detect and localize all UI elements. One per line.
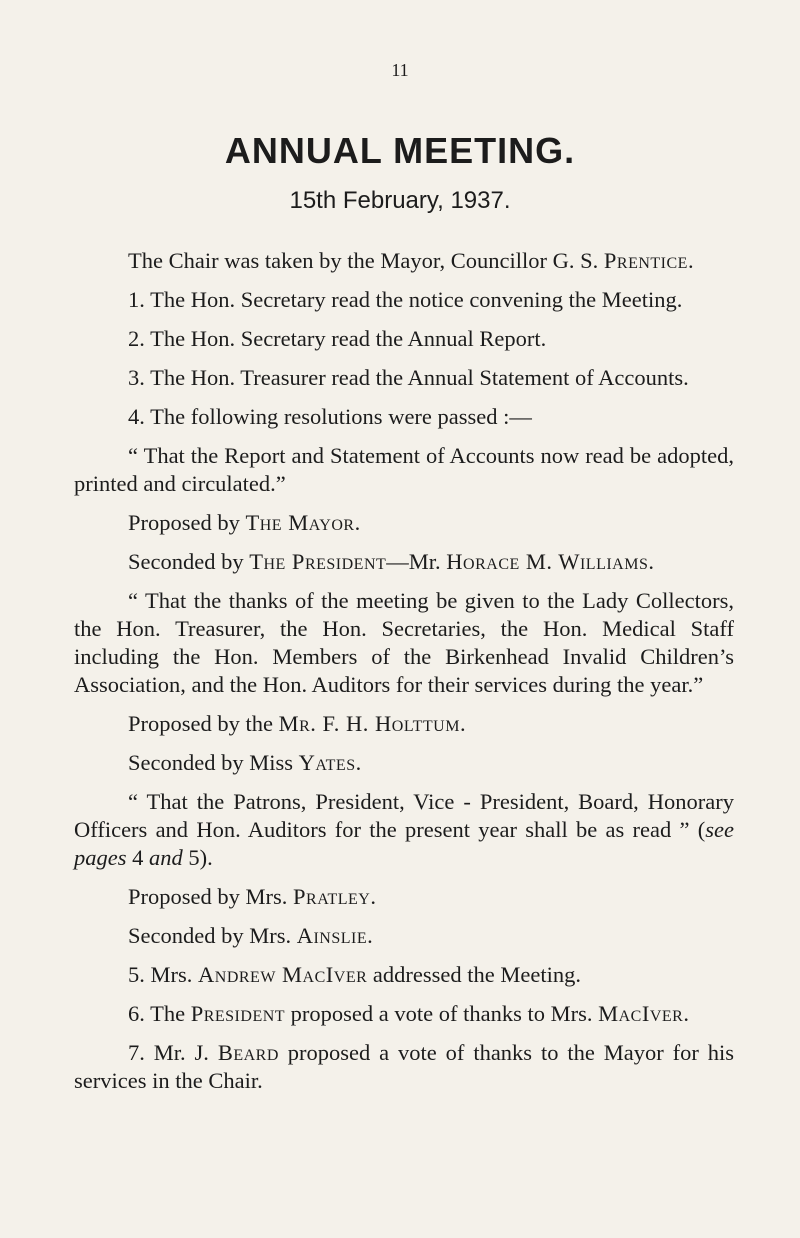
meeting-date: 15th February, 1937.	[289, 187, 511, 214]
resolution-1-seconded: Seconded by The President—Mr. Horace M. Williams.	[128, 549, 654, 574]
resolution-3-text: “ That the Patrons, President, Vice - President, Board, Honorary Officers and Hon. Auditors for the present year shall be as read ” (see pages 4 and 5).	[74, 789, 734, 870]
item-6: 6. The President proposed a vote of thanks to Mrs. MacIver.	[128, 1001, 689, 1026]
resolution-2-proposed: Proposed by the Mr. F. H. Holttum.	[128, 711, 466, 736]
resolution-2-seconded: Seconded by Miss Yates.	[128, 750, 362, 775]
item-1: 1. The Hon. Secretary read the notice convening the Meeting.	[128, 287, 683, 312]
item-4: 4. The following resolutions were passed :—	[128, 404, 532, 429]
item-3: 3. The Hon. Treasurer read the Annual Statement of Accounts.	[128, 365, 689, 390]
item-5: 5. Mrs. Andrew MacIver addressed the Meeting.	[128, 962, 581, 987]
item-7: 7. Mr. J. Beard proposed a vote of thanks to the Mayor for his services in the Chair.	[74, 1040, 734, 1093]
minutes-body	[74, 247, 734, 1095]
resolution-3-seconded: Seconded by Mrs. Ainslie.	[128, 923, 373, 948]
resolution-3-proposed: Proposed by Mrs. Pratley.	[128, 884, 376, 909]
page-number: 11	[391, 60, 409, 80]
resolution-2-text: “ That the thanks of the meeting be given to the Lady Collectors, the Hon. Treasurer, the Hon. Secretaries, the Hon. Medical Staff including the Hon. Members of the Birkenhead Invalid Children’s Association, and the Hon. Auditors for their services during the year.”	[74, 588, 734, 697]
item-2: 2. The Hon. Secretary read the Annual Report.	[128, 326, 547, 351]
resolution-1-text: “ That the Report and Statement of Accounts now read be adopted, printed and circulated.”	[74, 443, 734, 496]
resolution-1-proposed: Proposed by The Mayor.	[128, 510, 361, 535]
page-title: ANNUAL MEETING.	[224, 130, 576, 171]
chair-paragraph: The Chair was taken by the Mayor, Councillor G. S. Prentice.	[128, 248, 694, 273]
